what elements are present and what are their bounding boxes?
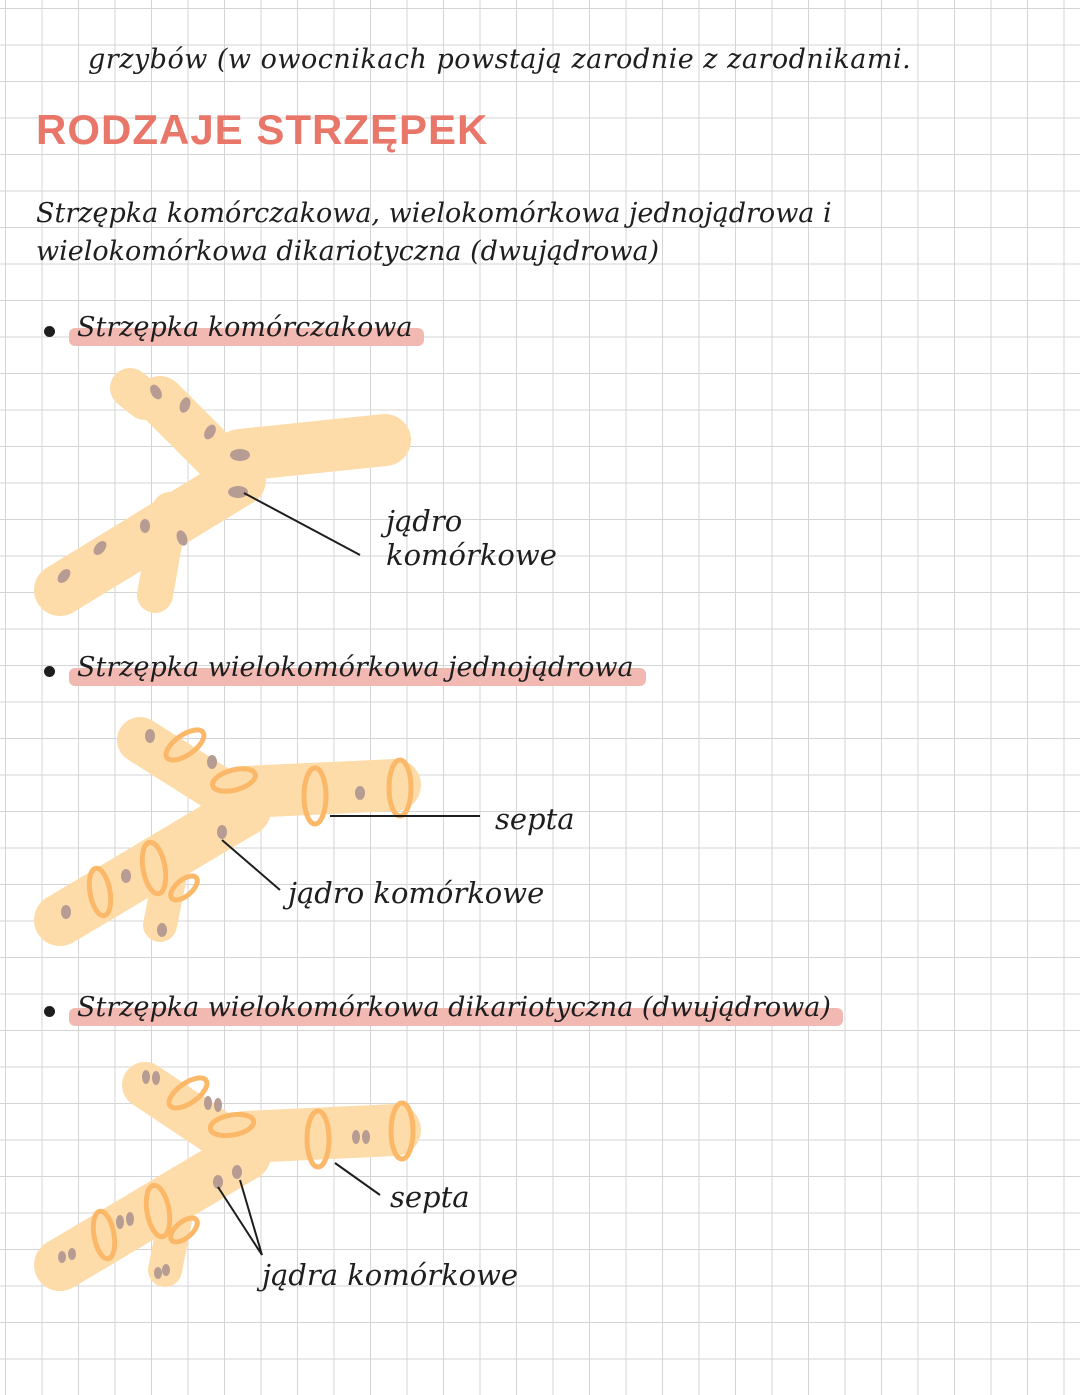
description-line-2: wielokomórkowa dikariotyczna (dwujądrowa) [36, 236, 660, 267]
heading-septate-uninucleate: Strzępka wielokomórkowa jednojądrowa [73, 652, 638, 683]
coenocytic-hypha-drawing [0, 360, 460, 630]
hypha-body [60, 388, 385, 595]
bullet-dot-icon [44, 326, 55, 337]
hypha-body [60, 1085, 395, 1270]
nucleus-pointer-line [222, 840, 280, 890]
label-nuclei-3: jądra komórkowe [262, 1258, 519, 1292]
label-nucleus-1: jądro komórkowe [386, 504, 557, 572]
intro-text: grzybów (w owocnikach powstają zarodnie z zarodnikami. [88, 44, 912, 75]
nucleus-pointer-line [244, 493, 360, 555]
bullet-dot-icon [44, 666, 55, 677]
label-septa-2: septa [495, 802, 575, 836]
bullet-dot-icon [44, 1006, 55, 1017]
section-title: RODZAJE STRZĘPEK [36, 106, 489, 153]
heading-coenocytic: Strzępka komórczakowa [73, 312, 416, 343]
bullet-septate-uninucleate [44, 652, 638, 683]
label-nucleus-2: jądro komórkowe [288, 876, 545, 910]
bullet-dikaryotic [44, 992, 835, 1023]
septa-pointer-line [335, 1163, 380, 1195]
heading-dikaryotic: Strzępka wielokomórkowa dikariotyczna (dwujądrowa) [73, 992, 835, 1023]
bullet-coenocytic [44, 312, 416, 343]
label-septa-3: septa [390, 1180, 470, 1214]
septate-uninucleate-hypha-drawing [0, 700, 470, 970]
description-line-1: Strzępka komórczakowa, wielokomórkowa jednojądrowa i [36, 198, 832, 229]
